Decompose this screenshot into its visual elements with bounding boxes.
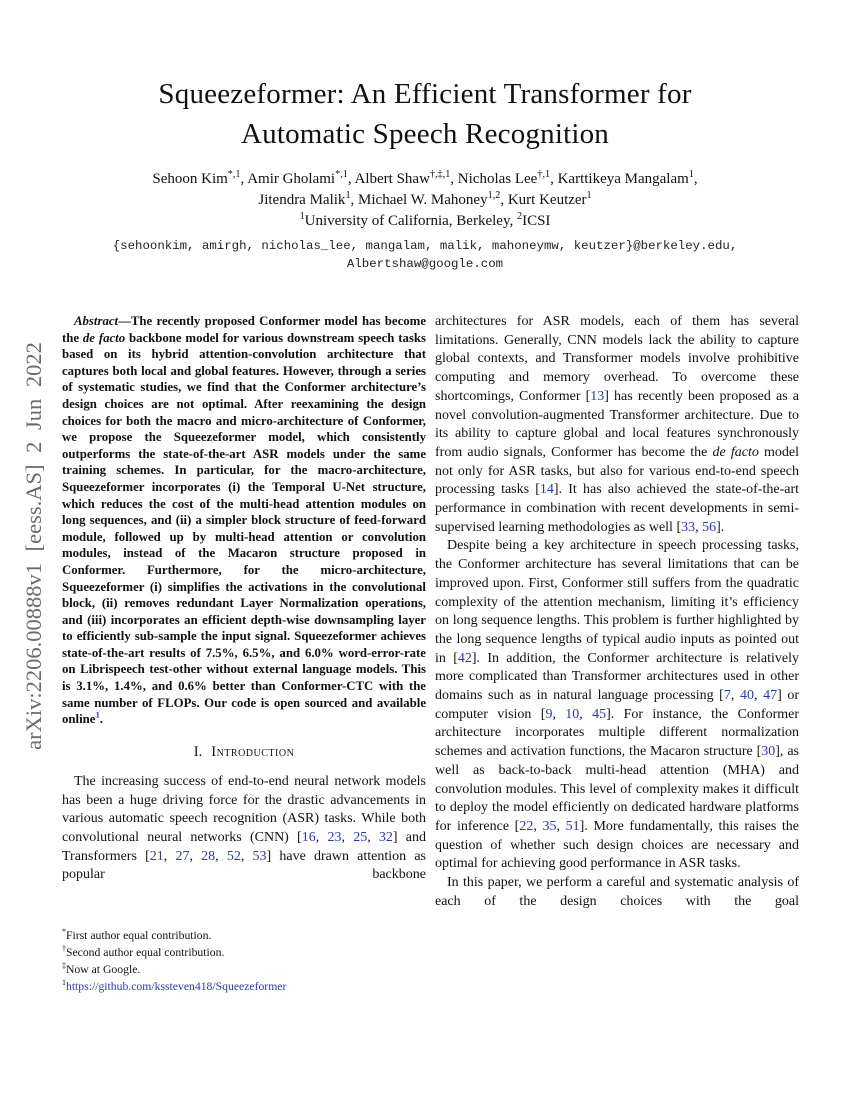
text-segment: , [341, 829, 354, 845]
citation-link[interactable]: 22 [519, 818, 534, 834]
text-segment: ]. More fundamentally, this raises the question of whether such design choices are necessary and optimal for achieving good performance in ASR tasks. [435, 818, 800, 872]
superscript-marker: *,1 [227, 169, 241, 180]
text-segment: ]. [716, 519, 725, 535]
text-segment: , Nicholas Lee [450, 171, 538, 187]
text-segment: , [730, 688, 740, 704]
superscript-marker: †,1 [537, 169, 551, 180]
citation-link[interactable]: 42 [457, 650, 472, 666]
superscript-marker: *,1 [335, 169, 348, 180]
footnote-first-author [62, 928, 426, 945]
citation-link[interactable]: 21 [149, 848, 164, 864]
text-segment: , [367, 829, 379, 845]
text-segment: In this paper, we perform a careful and systematic analysis of each of the design choices with the goal [435, 875, 799, 909]
text-segment: , Kurt Keutzer [500, 192, 587, 208]
superscript-marker: 1 [299, 211, 305, 222]
citation-link[interactable]: 33 [681, 519, 696, 535]
email-line-1: {sehoonkim, amirgh, nicholas_lee, mangalam, malik, mahoneymw, keutzer}@berkeley.edu, [112, 239, 738, 253]
footnote-code-link [62, 979, 426, 996]
citation-link[interactable]: 14 [539, 482, 554, 498]
citation-link[interactable]: 16 [301, 829, 316, 845]
citation-link[interactable]: 40 [739, 688, 754, 704]
text-segment: First author equal contribution. [65, 929, 212, 942]
footnote-second-author [62, 945, 426, 962]
text-segment: ] or computer vision [ [435, 688, 800, 722]
footnote-block [62, 928, 426, 996]
title-line2: Automatic Speech Recognition [240, 118, 609, 150]
section-heading-introduction [62, 744, 426, 761]
citation-link[interactable]: 53 [252, 848, 267, 864]
superscript-marker: 1 [62, 977, 66, 987]
text-segment: , [163, 848, 176, 864]
text-segment: Despite being a key architecture in speech processing tasks, the Conformer architecture has several limitations that can be improved upon. First, Conformer still suffers from the quadratic complexity of the attention mechanism, limiting it’s efficiency on long sequence lengths. This problem is further highlighted by the long sequence lengths of typical audio inputs as pointed out in [ [435, 538, 799, 666]
text-segment: ] have drawn attention as popular backbone [62, 848, 426, 883]
author-block [0, 169, 850, 232]
citation-link[interactable]: 28 [201, 848, 216, 864]
citation-link[interactable]: 7 [723, 688, 731, 704]
text-segment: ], as well as back-to-back multi-head attention (MHA) and convolution modules. This level of complexity makes it difficult to deploy the model efficiently on dedicated hardware platforms for inference [ [435, 744, 799, 834]
superscript-marker: 1,2 [487, 190, 501, 201]
citation-link[interactable]: 9 [545, 706, 553, 722]
text-segment: Jitendra Malik [258, 192, 346, 208]
text-segment: ] has recently been proposed as a novel convolution-augmented Transformer architecture. Due to its ability to capture global and local features synchronously from audio signals, Conformer has become the [435, 388, 799, 460]
text-segment: ]. For instance, the Conformer architecture incorporates multiple different normalization schemes and activation functions, the Macaron structure [ [435, 706, 800, 760]
citation-link[interactable]: 51 [565, 818, 580, 834]
text-segment: de facto [82, 330, 126, 345]
superscript-marker: † [62, 944, 66, 954]
intro-paragraph-2 [435, 537, 799, 874]
citation-link[interactable]: 30 [761, 744, 776, 760]
right-column [435, 313, 799, 912]
left-column [62, 313, 426, 912]
text-segment: backbone model for various downstream speech tasks based on its hybrid attention-convolution architecture that captures both local and global features. However, through a series of systematic studies, we find that the Conformer architecture’s design choices are not optimal. After reexamining the design choices for both the macro and micro-architecture of Conformer, we propose the Squeezeformer model, which consistently outperforms the state-of-the-art ASR models under the same training schemes. In particular, for the macro-architecture, Squeezeformer incorporates (i) the Temporal U-Net structure, which reduces the cost of the multi-head attention modules on long sequences, and (ii) a simpler block structure of feed-forward module, followed up by multi-head attention or convolution modules, instead of the Macaron structure proposed in Conformer. Furthermore, for the micro-architecture, Squeezeformer (i) simplifies the activations in the convolutional block, (ii) removes redundant Layer Normalization operations, and (iii) incorporates an efficient depth-wise downsampling layer to efficiently sub-sample the input signal. Squeezeformer achieves state-of-the-art results of 7.5%, 6.5%, and 6.0% word-error-rate on Librispeech test-other without external language models. This is 3.1%, 1.4%, and 0.6% better than Conformer-CTC with the same number of FLOPs. Our code is open sourced and available online [62, 330, 426, 727]
authors-line-1 [0, 169, 850, 190]
text-segment: , [215, 848, 227, 864]
paper-header [0, 0, 850, 273]
text-segment: The increasing success of end-to-end neural network models has been a huge driving force for the drastic advancements in various automatic speech recognition (ASR) tasks. While both convolutional neural networks (CNN) [ [62, 773, 426, 845]
text-segment: architectures for ASR models, each of them has several limitations. Generally, CNN models lack the ability to capture global contexts, and Transformer models involve prohibitive computing and memory overhead. To overcome these shortcomings, Conformer [ [435, 314, 799, 404]
text-segment: ]. In addition, the Conformer architecture is relatively more complicated than Transformer architectures used in other domains such as in natural language processing [ [435, 650, 799, 704]
text-segment: , [693, 171, 698, 187]
title-line1: Squeezeformer: An Efficient Transformer for [158, 78, 692, 110]
text-segment: Sehoon Kim [152, 171, 228, 187]
text-segment: Abstract [74, 314, 119, 328]
citation-link[interactable]: 52 [226, 848, 241, 864]
email-block [0, 238, 850, 273]
text-segment: , [552, 706, 566, 722]
text-segment: —The recently proposed Conformer model has become the [62, 314, 426, 345]
citation-link[interactable]: 13 [590, 388, 605, 404]
authors-line-2 [0, 190, 850, 211]
citation-link[interactable]: 56 [702, 519, 717, 535]
affiliation-line [0, 211, 850, 232]
email-line-2: Albertshaw@google.com [346, 256, 504, 271]
citation-link[interactable]: 35 [542, 818, 557, 834]
citation-link[interactable]: 47 [763, 688, 778, 704]
superscript-marker: * [62, 927, 66, 937]
footnote-ref[interactable]: 1 [95, 709, 100, 720]
text-segment: ] and Transformers [ [62, 829, 427, 864]
text-segment: , [579, 706, 593, 722]
superscript-marker: 2 [516, 211, 523, 222]
superscript-marker: 1 [688, 169, 694, 180]
text-segment: ]. It has also achieved the state-of-the-art performance in combination with recent developments in semi-supervised learning methodologies as well [ [435, 482, 799, 535]
arxiv-watermark: arXiv:2206.00888v1 [eess.AS] 2 Jun 2022 [21, 342, 46, 750]
citation-link[interactable]: 27 [175, 848, 190, 864]
abstract-paragraph [62, 313, 426, 728]
text-segment: , Michael W. Mahoney [350, 192, 488, 208]
two-column-body [0, 313, 850, 912]
citation-link[interactable]: 32 [378, 829, 393, 845]
page-title [0, 74, 850, 154]
text-segment: ICSI [522, 213, 551, 229]
intro-paragraph-left [62, 773, 426, 885]
intro-paragraph-3 [435, 874, 799, 911]
text-segment: , [695, 519, 703, 535]
url-link[interactable]: https://github.com/kssteven418/Squeezeformer [65, 979, 287, 993]
citation-link[interactable]: 25 [353, 829, 368, 845]
text-segment: , [556, 818, 566, 834]
section-number: I. [193, 743, 203, 760]
text-segment: , [240, 848, 253, 864]
text-segment: , [533, 818, 543, 834]
citation-link[interactable]: 23 [327, 829, 342, 845]
text-segment: de facto [712, 444, 759, 460]
section-title: Introduction [211, 743, 295, 760]
text-segment: University of California, Berkeley, [304, 213, 517, 229]
text-segment: , Amir Gholami [240, 171, 336, 187]
intro-paragraph-continuation [435, 313, 799, 537]
text-segment: , Karttikeya Mangalam [550, 171, 689, 187]
citation-link[interactable]: 10 [565, 706, 580, 722]
superscript-marker: 1 [586, 190, 592, 201]
superscript-marker: †,‡,1 [429, 169, 451, 180]
superscript-marker: ‡ [62, 960, 66, 970]
text-segment: Second author equal contribution. [65, 945, 225, 959]
text-segment: , [753, 688, 764, 704]
footnote-google [62, 962, 426, 979]
text-segment: , [315, 829, 328, 845]
text-segment: model not only for ASR tasks, but also for various end-to-end speech processing tasks [ [435, 444, 799, 498]
superscript-marker: 1 [345, 190, 351, 201]
text-segment: Now at Google. [65, 962, 141, 976]
citation-link[interactable]: 45 [592, 706, 607, 722]
text-segment: , [189, 848, 202, 864]
text-segment: . [99, 712, 103, 727]
text-segment: , Albert Shaw [347, 171, 430, 187]
